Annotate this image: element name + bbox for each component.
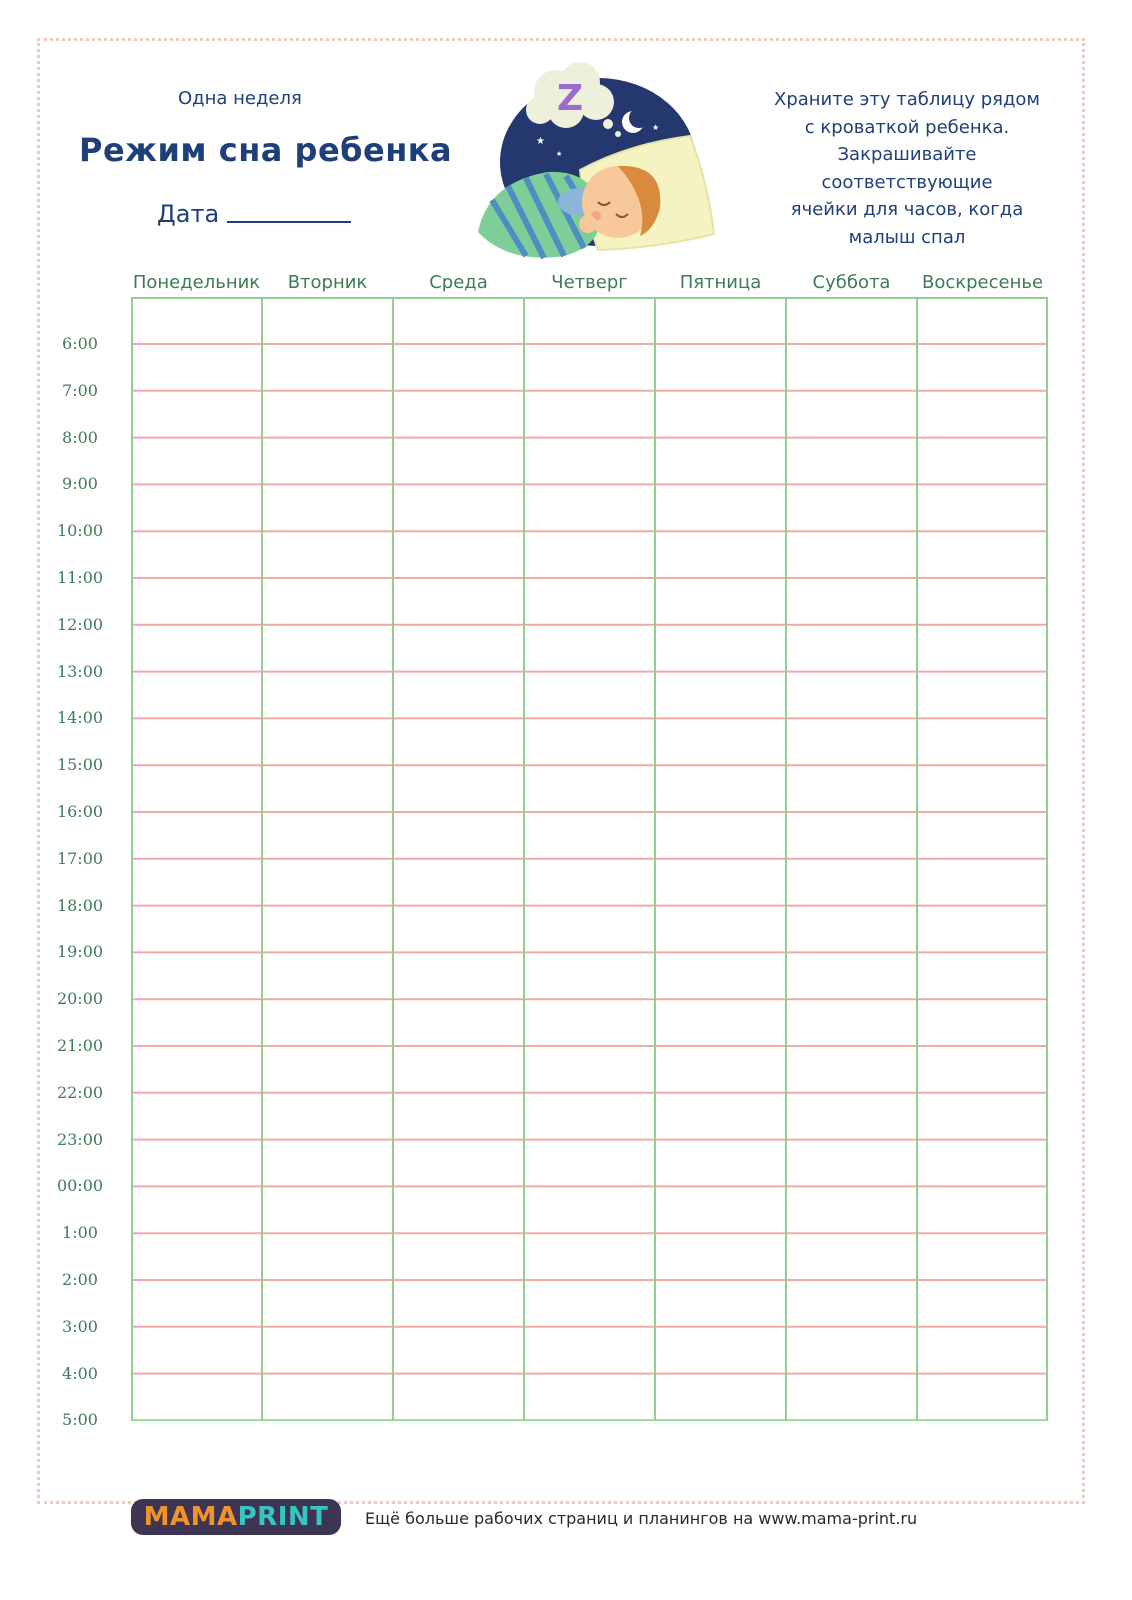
schedule-cell[interactable] (917, 1046, 1048, 1093)
schedule-cell[interactable] (262, 438, 393, 485)
schedule-cell[interactable] (131, 1374, 262, 1421)
time-label: 21:00 (56, 1036, 104, 1055)
schedule-cell[interactable] (524, 812, 655, 859)
schedule-cell[interactable] (917, 718, 1048, 765)
schedule-cell[interactable] (917, 438, 1048, 485)
time-label: 11:00 (56, 568, 104, 587)
schedule-cell[interactable] (917, 1327, 1048, 1374)
schedule-cell[interactable] (131, 999, 262, 1046)
schedule-cell[interactable] (786, 578, 917, 625)
schedule-cell[interactable] (131, 859, 262, 906)
schedule-cell[interactable] (262, 1140, 393, 1187)
day-header: Понедельник (132, 272, 261, 293)
schedule-cell[interactable] (917, 344, 1048, 391)
schedule-cell[interactable] (393, 1280, 524, 1327)
schedule-cell[interactable] (917, 1186, 1048, 1233)
schedule-cell[interactable] (655, 578, 786, 625)
z-letter: Z (556, 78, 584, 119)
schedule-cell[interactable] (917, 999, 1048, 1046)
schedule-cell[interactable] (393, 578, 524, 625)
schedule-cell[interactable] (131, 952, 262, 999)
schedule-cell[interactable] (131, 765, 262, 812)
schedule-cell[interactable] (393, 906, 524, 953)
schedule-cell[interactable] (262, 297, 393, 344)
schedule-cell[interactable] (524, 531, 655, 578)
schedule-cell[interactable] (524, 1280, 655, 1327)
schedule-cell[interactable] (524, 906, 655, 953)
schedule-cell[interactable] (524, 1046, 655, 1093)
schedule-cell[interactable] (131, 1327, 262, 1374)
schedule-cell[interactable] (655, 1233, 786, 1280)
schedule-cell[interactable] (524, 952, 655, 999)
day-header: Вторник (287, 272, 368, 293)
schedule-cell[interactable] (524, 672, 655, 719)
schedule-cell[interactable] (262, 859, 393, 906)
schedule-cell[interactable] (655, 672, 786, 719)
schedule-cell[interactable] (524, 297, 655, 344)
schedule-cell[interactable] (655, 999, 786, 1046)
schedule-cell[interactable] (131, 438, 262, 485)
schedule-cell[interactable] (393, 672, 524, 719)
schedule-cell[interactable] (131, 1140, 262, 1187)
schedule-cell[interactable] (786, 1233, 917, 1280)
schedule-cell[interactable] (917, 765, 1048, 812)
schedule-cell[interactable] (786, 484, 917, 531)
day-header: Пятница (679, 272, 762, 293)
schedule-cell[interactable] (262, 484, 393, 531)
schedule-cell[interactable] (655, 1046, 786, 1093)
schedule-cell[interactable] (262, 765, 393, 812)
time-label: 12:00 (56, 614, 104, 634)
schedule-cell[interactable] (655, 859, 786, 906)
schedule-cell[interactable] (131, 297, 262, 344)
schedule-cell[interactable] (393, 1374, 524, 1421)
schedule-cell[interactable] (262, 625, 393, 672)
schedule-cell[interactable] (786, 906, 917, 953)
schedule-cell[interactable] (786, 531, 917, 578)
instruction-note: Храните эту таблицу рядом с кроваткой ребенка. Закрашивайте соответствующие ячейки для часов, когда малыш спал (773, 89, 1040, 248)
schedule-cell[interactable] (917, 1093, 1048, 1140)
schedule-cell[interactable] (393, 1093, 524, 1140)
star-icon: ★ (556, 150, 563, 158)
schedule-cell[interactable] (524, 391, 655, 438)
footer-link-text: Ещё больше рабочих страниц и планингов на www.mama-print.ru (365, 1509, 918, 1528)
time-label: 10:00 (56, 521, 104, 541)
date-field[interactable] (157, 200, 351, 228)
schedule-cell[interactable] (786, 718, 917, 765)
schedule-cell[interactable] (262, 1327, 393, 1374)
schedule-cell[interactable] (917, 531, 1048, 578)
schedule-cell[interactable] (786, 999, 917, 1046)
schedule-cell[interactable] (524, 484, 655, 531)
schedule-cell[interactable] (524, 765, 655, 812)
schedule-cell[interactable] (393, 952, 524, 999)
schedule-cell[interactable] (786, 672, 917, 719)
schedule-cell[interactable] (917, 1140, 1048, 1187)
time-label: 15:00 (56, 755, 104, 775)
schedule-cell[interactable] (917, 391, 1048, 438)
schedule-cell[interactable] (917, 1233, 1048, 1280)
sleeping-baby-illustration (468, 52, 738, 270)
schedule-cell[interactable] (917, 1374, 1048, 1421)
schedule-cell[interactable] (524, 625, 655, 672)
time-label: 4:00 (62, 1363, 98, 1383)
schedule-cell[interactable] (655, 484, 786, 531)
schedule-cell[interactable] (524, 1233, 655, 1280)
schedule-cell[interactable] (655, 952, 786, 999)
schedule-cell[interactable] (655, 1374, 786, 1421)
schedule-cell[interactable] (393, 1186, 524, 1233)
date-label: Дата (157, 200, 220, 228)
schedule-cell[interactable] (131, 1280, 262, 1327)
schedule-cell[interactable] (786, 1093, 917, 1140)
schedule-cell[interactable] (524, 1374, 655, 1421)
schedule-cell[interactable] (655, 391, 786, 438)
schedule-cell[interactable] (393, 812, 524, 859)
schedule-cell[interactable] (655, 718, 786, 765)
schedule-cell[interactable] (262, 531, 393, 578)
time-label: 6:00 (62, 334, 98, 353)
schedule-cell[interactable] (393, 297, 524, 344)
logo-text-mama: MAMA (143, 1502, 238, 1532)
schedule-cell[interactable] (131, 906, 262, 953)
schedule-cell[interactable] (786, 438, 917, 485)
mamaprint-logo[interactable] (131, 1499, 341, 1535)
schedule-cell[interactable] (393, 531, 524, 578)
schedule-cell[interactable] (393, 625, 524, 672)
schedule-cell[interactable] (655, 765, 786, 812)
schedule-cell[interactable] (393, 484, 524, 531)
schedule-cell[interactable] (262, 1280, 393, 1327)
schedule-cell[interactable] (524, 718, 655, 765)
schedule-cell[interactable] (131, 391, 262, 438)
schedule-cell[interactable] (655, 344, 786, 391)
schedule-cell[interactable] (524, 1327, 655, 1374)
schedule-cell[interactable] (131, 484, 262, 531)
schedule-cell[interactable] (262, 999, 393, 1046)
time-label: 17:00 (56, 848, 104, 868)
schedule-cell[interactable] (655, 625, 786, 672)
schedule-cell[interactable] (655, 438, 786, 485)
schedule-cell[interactable] (917, 672, 1048, 719)
schedule-cell[interactable] (524, 438, 655, 485)
schedule-cell[interactable] (786, 1140, 917, 1187)
time-label: 16:00 (56, 802, 104, 821)
date-blank-line[interactable] (227, 221, 351, 223)
schedule-cell[interactable] (393, 999, 524, 1046)
schedule-cell[interactable] (655, 1140, 786, 1187)
schedule-cell[interactable] (393, 1140, 524, 1187)
schedule-cell[interactable] (262, 391, 393, 438)
schedule-cell[interactable] (393, 344, 524, 391)
schedule-cell[interactable] (917, 578, 1048, 625)
schedule-cell[interactable] (131, 625, 262, 672)
time-label: 2:00 (62, 1270, 98, 1289)
schedule-cell[interactable] (917, 952, 1048, 999)
schedule-cell[interactable] (131, 812, 262, 859)
schedule-cell[interactable] (393, 1233, 524, 1280)
star-icon: ★ (652, 123, 660, 132)
schedule-cell[interactable] (917, 297, 1048, 344)
schedule-cell[interactable] (786, 1046, 917, 1093)
schedule-cell[interactable] (131, 1046, 262, 1093)
schedule-cell[interactable] (393, 391, 524, 438)
schedule-cell[interactable] (131, 1186, 262, 1233)
time-label: 5:00 (62, 1410, 98, 1430)
schedule-cell[interactable] (655, 906, 786, 953)
schedule-cell[interactable] (524, 1093, 655, 1140)
page-title: Режим сна ребенка (79, 131, 453, 169)
time-label: 23:00 (56, 1129, 104, 1149)
schedule-cell[interactable] (786, 765, 917, 812)
schedule-cell[interactable] (262, 672, 393, 719)
schedule-cell[interactable] (786, 1186, 917, 1233)
schedule-cell[interactable] (524, 999, 655, 1046)
schedule-cell[interactable] (786, 391, 917, 438)
schedule-cell[interactable] (524, 1186, 655, 1233)
schedule-cell[interactable] (131, 718, 262, 765)
schedule-cell[interactable] (131, 531, 262, 578)
schedule-cell[interactable] (262, 344, 393, 391)
time-label: 20:00 (56, 989, 104, 1009)
time-label: 00:00 (56, 1176, 104, 1196)
schedule-cell[interactable] (262, 1233, 393, 1280)
time-label: 1:00 (62, 1223, 98, 1243)
schedule-cell[interactable] (393, 1327, 524, 1374)
time-label: 14:00 (56, 708, 104, 728)
time-label: 8:00 (62, 427, 98, 447)
time-label: 7:00 (62, 380, 98, 400)
time-label: 18:00 (56, 895, 104, 915)
schedule-cell[interactable] (131, 1093, 262, 1140)
day-header: Суббота (812, 272, 891, 293)
schedule-cell[interactable] (393, 1046, 524, 1093)
schedule-cell[interactable] (393, 765, 524, 812)
schedule-cell[interactable] (786, 1374, 917, 1421)
schedule-cell[interactable] (262, 718, 393, 765)
schedule-cell[interactable] (655, 297, 786, 344)
day-header: Воскресенье (921, 272, 1044, 293)
schedule-cell[interactable] (262, 812, 393, 859)
schedule-cell[interactable] (393, 718, 524, 765)
schedule-cell[interactable] (262, 906, 393, 953)
time-label: 3:00 (62, 1316, 98, 1336)
schedule-cell[interactable] (786, 344, 917, 391)
time-label: 19:00 (56, 942, 104, 962)
schedule-cell[interactable] (262, 1186, 393, 1233)
schedule-cell[interactable] (917, 625, 1048, 672)
time-label: 9:00 (62, 474, 98, 494)
schedule-cell[interactable] (524, 578, 655, 625)
schedule-cell[interactable] (786, 1327, 917, 1374)
schedule-cell[interactable] (131, 672, 262, 719)
schedule-cell[interactable] (786, 952, 917, 999)
schedule-cell[interactable] (131, 344, 262, 391)
schedule-cell[interactable] (786, 625, 917, 672)
schedule-cell[interactable] (262, 952, 393, 999)
schedule-cell[interactable] (917, 812, 1048, 859)
schedule-cell[interactable] (262, 578, 393, 625)
time-label: 22:00 (56, 1082, 104, 1102)
schedule-cell[interactable] (131, 578, 262, 625)
day-header: Четверг (551, 272, 628, 293)
day-header: Среда (429, 272, 488, 293)
schedule-cell[interactable] (524, 1140, 655, 1187)
schedule-cell[interactable] (786, 297, 917, 344)
schedule-cell[interactable] (655, 1327, 786, 1374)
schedule-cell[interactable] (655, 531, 786, 578)
subtitle: Одна неделя (178, 88, 302, 109)
schedule-cell[interactable] (655, 1093, 786, 1140)
schedule-cell[interactable] (393, 438, 524, 485)
schedule-cell[interactable] (655, 1280, 786, 1327)
schedule-cell[interactable] (917, 906, 1048, 953)
schedule-cell[interactable] (655, 1186, 786, 1233)
schedule-cell[interactable] (786, 859, 917, 906)
schedule-cell[interactable] (917, 484, 1048, 531)
schedule-cell[interactable] (262, 1374, 393, 1421)
schedule-cell[interactable] (393, 859, 524, 906)
schedule-cell[interactable] (262, 1046, 393, 1093)
schedule-cell[interactable] (917, 859, 1048, 906)
schedule-cell[interactable] (262, 1093, 393, 1140)
schedule-cell[interactable] (524, 344, 655, 391)
schedule-cell[interactable] (917, 1280, 1048, 1327)
schedule-cell[interactable] (786, 1280, 917, 1327)
logo-text-print: PRINT (237, 1502, 329, 1532)
schedule-cell[interactable] (524, 859, 655, 906)
schedule-cell[interactable] (786, 812, 917, 859)
star-icon: ★ (536, 136, 545, 147)
time-label: 13:00 (56, 661, 104, 681)
schedule-cell[interactable] (655, 812, 786, 859)
sleep-schedule-grid (131, 297, 1048, 1421)
schedule-cell[interactable] (131, 1233, 262, 1280)
